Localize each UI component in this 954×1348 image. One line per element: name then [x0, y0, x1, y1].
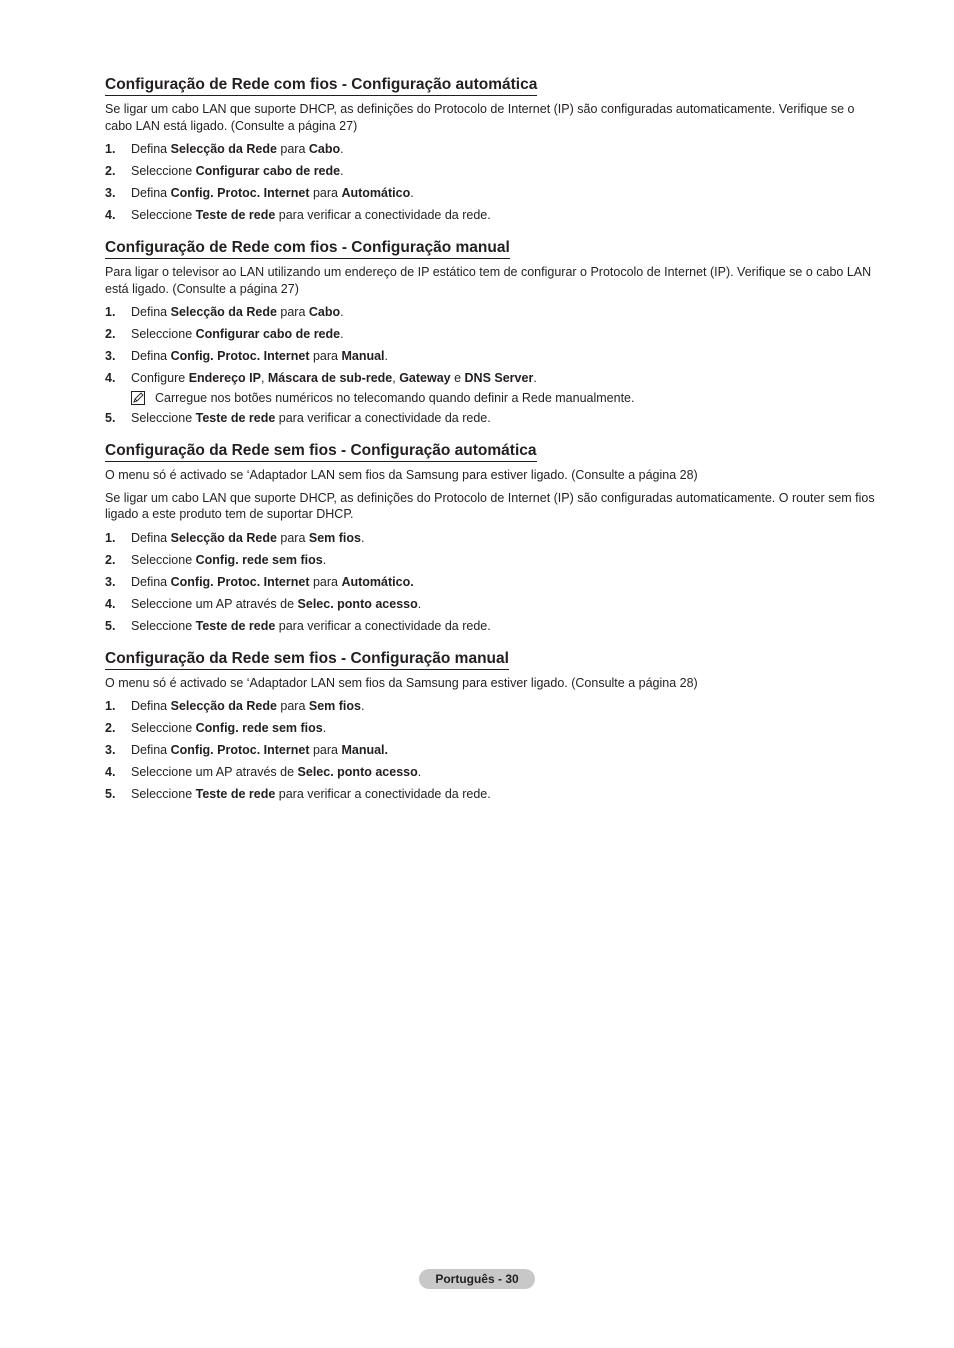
step-text: para	[276, 699, 309, 713]
note-icon	[131, 391, 145, 405]
step-number: 3.	[105, 186, 116, 200]
step-text: Seleccione	[131, 721, 196, 735]
step-text: .	[340, 164, 344, 178]
step-text: .	[322, 552, 327, 567]
section-heading: Configuração de Rede com fios - Configuração automática	[105, 76, 537, 96]
step-number: 3.	[105, 349, 116, 363]
menu-term: Teste de rede	[195, 411, 276, 425]
step-text: Configure	[131, 371, 189, 385]
section-paragraph: O menu só é activado se ‘Adaptador LAN sem fios da Samsung para estiver ligado. (Consulte a página 28)	[105, 675, 698, 690]
section-paragraph: Se ligar um cabo LAN que suporte DHCP, as definições do Protocolo de Internet (IP) são configuradas automaticamente. O router sem fios ligado a este produto tem de suportar DHCP.	[105, 490, 875, 521]
menu-term: Manual.	[341, 743, 389, 757]
menu-term: Sem fios	[308, 530, 361, 545]
step-number: 4.	[105, 208, 116, 222]
step-text: .	[533, 371, 537, 385]
steps-list	[105, 530, 880, 634]
menu-term: Teste de rede	[195, 208, 276, 222]
step-text: .	[410, 186, 414, 200]
step-number: 5.	[105, 787, 116, 801]
step-number: 2.	[105, 164, 116, 178]
section-4	[105, 650, 880, 803]
step-number: 2.	[105, 327, 116, 341]
menu-term: Selecção da Rede	[170, 699, 277, 713]
menu-term: Config. rede sem fios	[195, 552, 323, 567]
step-text: para	[309, 186, 342, 200]
step-number: 1.	[105, 305, 116, 319]
step-text: Seleccione	[131, 411, 196, 425]
menu-term: Gateway	[399, 371, 451, 385]
menu-term: Automático	[341, 186, 411, 200]
menu-term: Teste de rede	[195, 787, 276, 801]
menu-term: Configurar cabo de rede	[195, 164, 341, 178]
menu-term: Selec. ponto acesso	[297, 596, 418, 611]
menu-term: DNS Server	[464, 371, 534, 385]
step-number: 3.	[105, 574, 116, 589]
step-number: 2.	[105, 721, 116, 735]
list-item	[105, 185, 880, 201]
menu-term: Endereço IP	[188, 371, 261, 385]
section-paragraph: Se ligar um cabo LAN que suporte DHCP, as definições do Protocolo de Internet (IP) são configuradas automaticamente. Verifique se o cabo LAN está ligado. (Consulte a página 27)	[105, 102, 855, 133]
step-text: para verificar a conectividade da rede.	[275, 787, 491, 801]
list-item	[105, 596, 880, 612]
step-text: .	[417, 765, 422, 779]
list-item	[105, 410, 880, 426]
list-item	[105, 348, 880, 364]
step-text: .	[361, 699, 365, 713]
step-number: 3.	[105, 743, 116, 757]
menu-term: Selecção da Rede	[170, 142, 277, 156]
step-text: Seleccione	[131, 618, 196, 633]
menu-term: Configurar cabo de rede	[195, 327, 341, 341]
list-item	[105, 764, 880, 780]
list-item	[105, 304, 880, 320]
step-text: para verificar a conectividade da rede.	[275, 411, 491, 425]
step-number: 5.	[105, 411, 116, 425]
menu-term: Config. Protoc. Internet	[170, 574, 310, 589]
menu-term: Selecção da Rede	[170, 530, 277, 545]
menu-term: Máscara de sub-rede	[267, 371, 393, 385]
list-item	[105, 742, 880, 758]
step-text: Seleccione	[131, 552, 196, 567]
step-text: para verificar a conectividade da rede.	[275, 618, 491, 633]
step-text: .	[384, 349, 389, 363]
menu-term: Selecção da Rede	[170, 305, 277, 319]
step-text: Defina	[131, 743, 171, 757]
list-item	[105, 618, 880, 634]
step-text: Seleccione um AP através de	[131, 596, 298, 611]
menu-term: Config. rede sem fios	[195, 721, 323, 735]
step-text: Seleccione	[131, 208, 196, 222]
section-paragraph: Para ligar o televisor ao LAN utilizando um endereço de IP estático tem de configurar o Protocolo de Internet (IP). Verifique se o cabo LAN está ligado. (Consulte a página 27)	[105, 265, 872, 296]
step-text: Defina	[131, 349, 171, 363]
step-text: .	[417, 596, 422, 611]
step-text: ,	[392, 371, 400, 385]
step-number: 2.	[105, 552, 116, 567]
section-3	[105, 442, 880, 634]
step-number: 1.	[105, 142, 116, 156]
step-text: Seleccione	[131, 164, 196, 178]
list-item	[105, 370, 880, 386]
menu-term: Teste de rede	[195, 618, 276, 633]
list-item	[105, 530, 880, 546]
menu-term: Sem fios	[308, 699, 361, 713]
note-text: Carregue nos botões numéricos no telecomando quando definir a Rede manualmente.	[155, 391, 635, 405]
step-text: ,	[260, 371, 268, 385]
menu-term: Config. Protoc. Internet	[170, 743, 310, 757]
section-heading: Configuração da Rede sem fios - Configuração manual	[105, 650, 509, 670]
step-number: 4.	[105, 596, 116, 611]
step-text: Defina	[131, 142, 171, 156]
step-number: 5.	[105, 618, 116, 633]
list-item	[105, 141, 880, 157]
step-text: Defina	[131, 699, 171, 713]
list-item	[105, 720, 880, 736]
step-text: para verificar a conectividade da rede.	[275, 208, 491, 222]
steps-list	[105, 698, 880, 802]
menu-term: Selec. ponto acesso	[297, 765, 418, 779]
menu-term: Config. Protoc. Internet	[170, 186, 310, 200]
list-item	[105, 698, 880, 714]
list-item	[105, 326, 880, 342]
menu-term: Cabo	[308, 142, 341, 156]
steps-list	[105, 141, 880, 223]
step-number: 1.	[105, 530, 116, 545]
list-item	[105, 552, 880, 568]
steps-list	[105, 304, 880, 426]
menu-term: Manual	[341, 349, 385, 363]
step-text: para	[309, 349, 342, 363]
list-item	[105, 786, 880, 802]
step-number: 1.	[105, 699, 116, 713]
step-text: para	[276, 530, 309, 545]
step-text: Seleccione	[131, 787, 196, 801]
step-text: para	[276, 305, 309, 319]
step-text: para	[276, 142, 309, 156]
step-text: e	[450, 371, 465, 385]
step-text: Defina	[131, 186, 171, 200]
note	[105, 390, 880, 406]
step-text: para	[309, 574, 342, 589]
list-item	[105, 207, 880, 223]
step-text: .	[340, 327, 344, 341]
step-text: Defina	[131, 305, 171, 319]
section-heading: Configuração de Rede com fios - Configuração manual	[105, 239, 510, 259]
menu-term: Config. Protoc. Internet	[170, 349, 310, 363]
step-text: .	[361, 530, 365, 545]
menu-term: Automático.	[341, 574, 414, 589]
section-1	[105, 76, 880, 223]
section-2	[105, 239, 880, 426]
list-item	[105, 574, 880, 590]
step-text: .	[322, 721, 327, 735]
menu-term: Cabo	[308, 305, 341, 319]
step-text: .	[340, 305, 344, 319]
section-heading: Configuração da Rede sem fios - Configuração automática	[105, 442, 537, 462]
step-text: Seleccione	[131, 327, 196, 341]
section-paragraph: O menu só é activado se ‘Adaptador LAN sem fios da Samsung para estiver ligado. (Consulte a página 28)	[105, 468, 698, 482]
step-text: Defina	[131, 574, 171, 589]
step-number: 4.	[105, 371, 116, 385]
step-text: para	[309, 743, 342, 757]
page-number-badge: Português - 30	[419, 1269, 535, 1289]
step-text: Seleccione um AP através de	[131, 765, 298, 779]
step-text: Defina	[131, 530, 171, 545]
step-number: 4.	[105, 765, 116, 779]
list-item	[105, 163, 880, 179]
step-text: .	[340, 142, 344, 156]
page-content	[105, 76, 880, 818]
